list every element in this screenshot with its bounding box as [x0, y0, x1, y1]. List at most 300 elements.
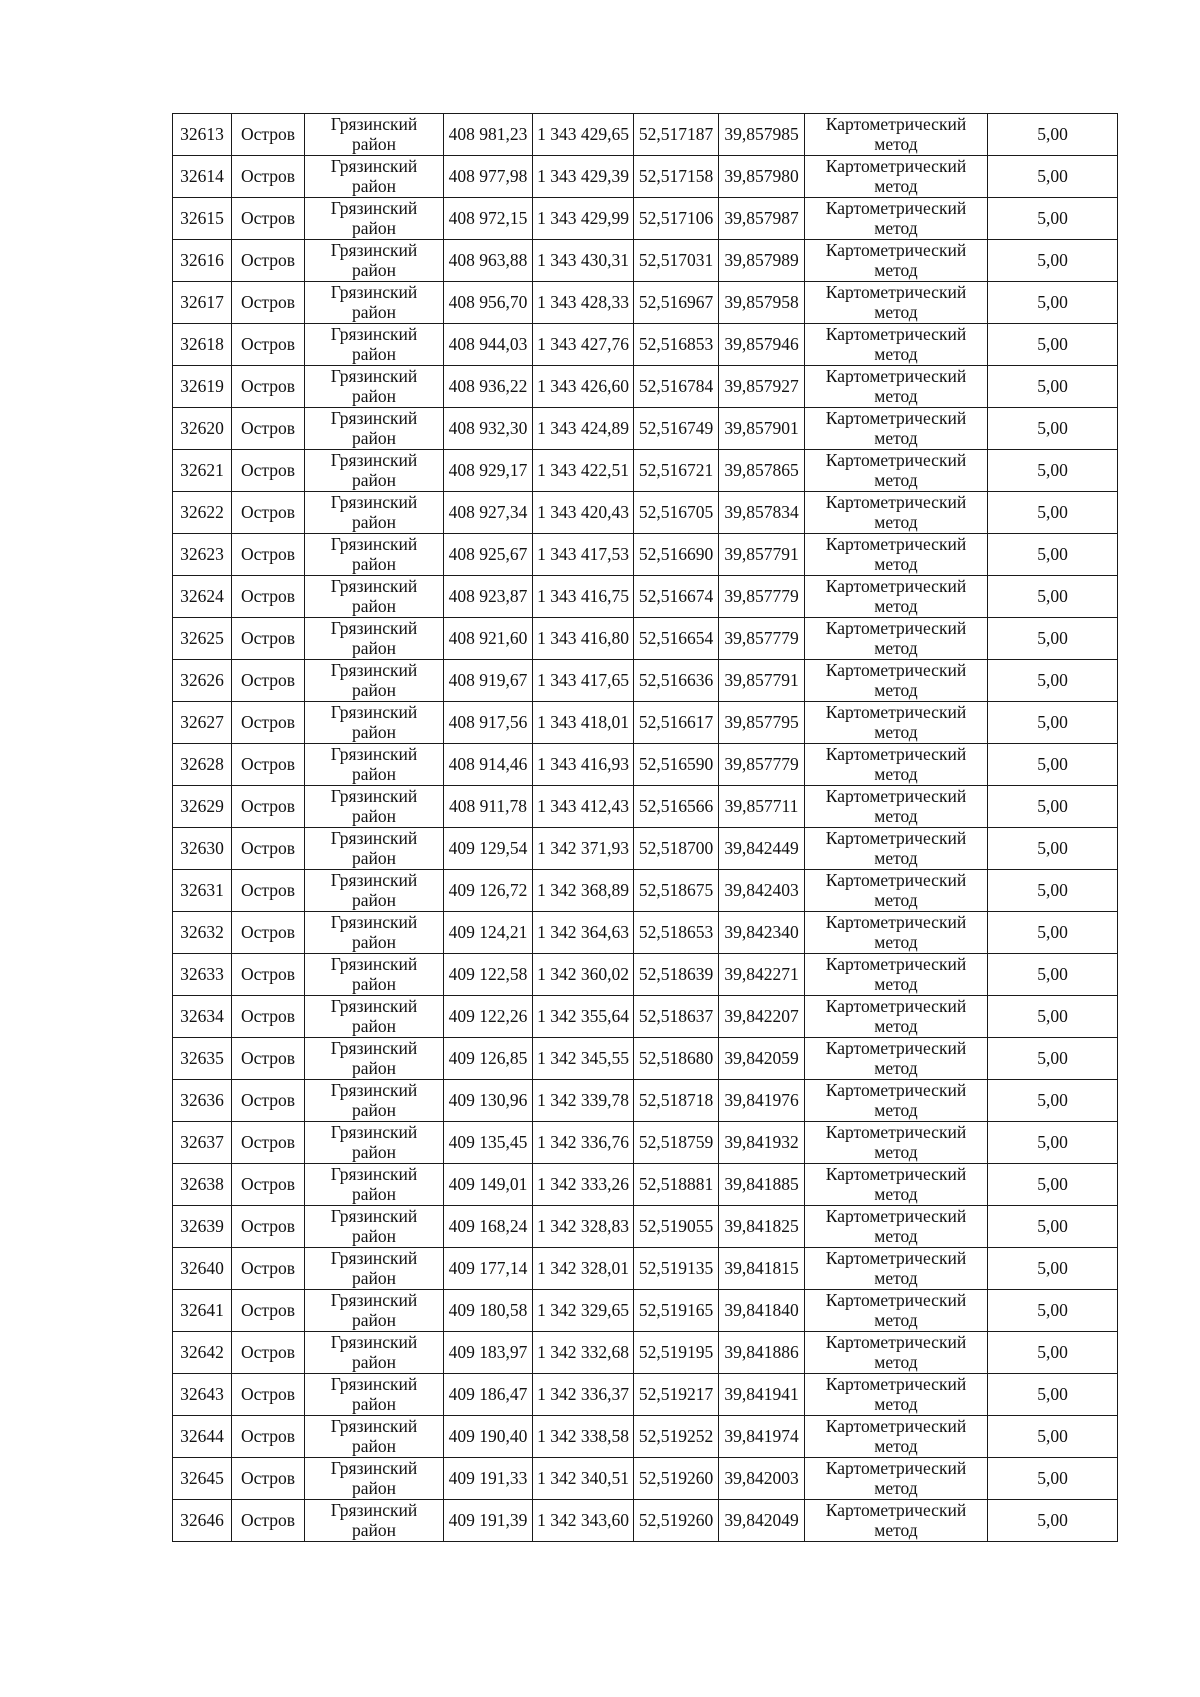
latitude-cell: 52,519135	[634, 1248, 719, 1290]
point-number-cell: 32627	[173, 702, 232, 744]
table-row	[173, 282, 1118, 324]
object-type-cell: Остров	[232, 366, 305, 408]
accuracy-cell: 5,00	[988, 1458, 1118, 1500]
table-row	[173, 954, 1118, 996]
district-cell: Грязинский район	[305, 1038, 444, 1080]
x-coordinate-cell: 409 126,85	[444, 1038, 533, 1080]
point-number-cell: 32633	[173, 954, 232, 996]
longitude-cell: 39,842271	[719, 954, 805, 996]
table-row	[173, 324, 1118, 366]
point-number-cell: 32614	[173, 156, 232, 198]
y-coordinate-cell: 1 342 329,65	[533, 1290, 634, 1332]
district-cell: Грязинский район	[305, 996, 444, 1038]
point-number-cell: 32641	[173, 1290, 232, 1332]
district-cell: Грязинский район	[305, 366, 444, 408]
object-type-cell: Остров	[232, 534, 305, 576]
accuracy-cell: 5,00	[988, 408, 1118, 450]
y-coordinate-cell: 1 342 328,01	[533, 1248, 634, 1290]
x-coordinate-cell: 408 919,67	[444, 660, 533, 702]
accuracy-cell: 5,00	[988, 576, 1118, 618]
y-coordinate-cell: 1 343 428,33	[533, 282, 634, 324]
x-coordinate-cell: 409 191,39	[444, 1500, 533, 1542]
method-cell: Картометрический метод	[805, 1374, 988, 1416]
table-row	[173, 408, 1118, 450]
y-coordinate-cell: 1 342 368,89	[533, 870, 634, 912]
latitude-cell: 52,516853	[634, 324, 719, 366]
latitude-cell: 52,516705	[634, 492, 719, 534]
district-cell: Грязинский район	[305, 576, 444, 618]
table-row	[173, 1038, 1118, 1080]
longitude-cell: 39,857987	[719, 198, 805, 240]
accuracy-cell: 5,00	[988, 1416, 1118, 1458]
latitude-cell: 52,516690	[634, 534, 719, 576]
accuracy-cell: 5,00	[988, 954, 1118, 996]
district-cell: Грязинский район	[305, 912, 444, 954]
table-row	[173, 660, 1118, 702]
object-type-cell: Остров	[232, 198, 305, 240]
method-cell: Картометрический метод	[805, 240, 988, 282]
accuracy-cell: 5,00	[988, 1248, 1118, 1290]
accuracy-cell: 5,00	[988, 660, 1118, 702]
x-coordinate-cell: 409 135,45	[444, 1122, 533, 1164]
accuracy-cell: 5,00	[988, 1080, 1118, 1122]
method-cell: Картометрический метод	[805, 618, 988, 660]
district-cell: Грязинский район	[305, 1332, 444, 1374]
table-row	[173, 912, 1118, 954]
longitude-cell: 39,841885	[719, 1164, 805, 1206]
point-number-cell: 32622	[173, 492, 232, 534]
method-cell: Картометрический метод	[805, 198, 988, 240]
point-number-cell: 32635	[173, 1038, 232, 1080]
method-cell: Картометрический метод	[805, 1458, 988, 1500]
method-cell: Картометрический метод	[805, 534, 988, 576]
district-cell: Грязинский район	[305, 240, 444, 282]
latitude-cell: 52,516967	[634, 282, 719, 324]
longitude-cell: 39,857779	[719, 618, 805, 660]
y-coordinate-cell: 1 343 429,99	[533, 198, 634, 240]
district-cell: Грязинский район	[305, 156, 444, 198]
table-row	[173, 1416, 1118, 1458]
x-coordinate-cell: 409 190,40	[444, 1416, 533, 1458]
latitude-cell: 52,518680	[634, 1038, 719, 1080]
accuracy-cell: 5,00	[988, 1374, 1118, 1416]
x-coordinate-cell: 408 977,98	[444, 156, 533, 198]
table-row	[173, 1248, 1118, 1290]
longitude-cell: 39,841976	[719, 1080, 805, 1122]
object-type-cell: Остров	[232, 1332, 305, 1374]
latitude-cell: 52,516721	[634, 450, 719, 492]
point-number-cell: 32630	[173, 828, 232, 870]
object-type-cell: Остров	[232, 450, 305, 492]
longitude-cell: 39,857901	[719, 408, 805, 450]
longitude-cell: 39,857980	[719, 156, 805, 198]
object-type-cell: Остров	[232, 1290, 305, 1332]
y-coordinate-cell: 1 343 430,31	[533, 240, 634, 282]
method-cell: Картометрический метод	[805, 1038, 988, 1080]
x-coordinate-cell: 409 186,47	[444, 1374, 533, 1416]
y-coordinate-cell: 1 342 364,63	[533, 912, 634, 954]
point-number-cell: 32616	[173, 240, 232, 282]
table-row	[173, 366, 1118, 408]
longitude-cell: 39,857711	[719, 786, 805, 828]
y-coordinate-cell: 1 343 416,75	[533, 576, 634, 618]
x-coordinate-cell: 409 122,26	[444, 996, 533, 1038]
point-number-cell: 32645	[173, 1458, 232, 1500]
object-type-cell: Остров	[232, 324, 305, 366]
accuracy-cell: 5,00	[988, 1290, 1118, 1332]
object-type-cell: Остров	[232, 1416, 305, 1458]
y-coordinate-cell: 1 343 422,51	[533, 450, 634, 492]
accuracy-cell: 5,00	[988, 744, 1118, 786]
table-row	[173, 492, 1118, 534]
x-coordinate-cell: 409 124,21	[444, 912, 533, 954]
district-cell: Грязинский район	[305, 1206, 444, 1248]
x-coordinate-cell: 409 126,72	[444, 870, 533, 912]
longitude-cell: 39,857834	[719, 492, 805, 534]
accuracy-cell: 5,00	[988, 198, 1118, 240]
method-cell: Картометрический метод	[805, 408, 988, 450]
x-coordinate-cell: 408 921,60	[444, 618, 533, 660]
table-row	[173, 744, 1118, 786]
longitude-cell: 39,857946	[719, 324, 805, 366]
y-coordinate-cell: 1 343 412,43	[533, 786, 634, 828]
table-body	[173, 114, 1118, 1542]
point-number-cell: 32621	[173, 450, 232, 492]
point-number-cell: 32615	[173, 198, 232, 240]
x-coordinate-cell: 408 944,03	[444, 324, 533, 366]
accuracy-cell: 5,00	[988, 1206, 1118, 1248]
point-number-cell: 32617	[173, 282, 232, 324]
longitude-cell: 39,841941	[719, 1374, 805, 1416]
accuracy-cell: 5,00	[988, 492, 1118, 534]
x-coordinate-cell: 408 911,78	[444, 786, 533, 828]
accuracy-cell: 5,00	[988, 1164, 1118, 1206]
y-coordinate-cell: 1 342 336,76	[533, 1122, 634, 1164]
latitude-cell: 52,518639	[634, 954, 719, 996]
table-row	[173, 198, 1118, 240]
method-cell: Картометрический метод	[805, 1080, 988, 1122]
y-coordinate-cell: 1 342 333,26	[533, 1164, 634, 1206]
district-cell: Грязинский район	[305, 492, 444, 534]
point-number-cell: 32618	[173, 324, 232, 366]
latitude-cell: 52,519260	[634, 1500, 719, 1542]
point-number-cell: 32644	[173, 1416, 232, 1458]
accuracy-cell: 5,00	[988, 870, 1118, 912]
object-type-cell: Остров	[232, 1374, 305, 1416]
latitude-cell: 52,518700	[634, 828, 719, 870]
object-type-cell: Остров	[232, 618, 305, 660]
longitude-cell: 39,842207	[719, 996, 805, 1038]
y-coordinate-cell: 1 343 424,89	[533, 408, 634, 450]
latitude-cell: 52,516784	[634, 366, 719, 408]
district-cell: Грязинский район	[305, 660, 444, 702]
x-coordinate-cell: 409 130,96	[444, 1080, 533, 1122]
district-cell: Грязинский район	[305, 282, 444, 324]
x-coordinate-cell: 408 932,30	[444, 408, 533, 450]
point-number-cell: 32636	[173, 1080, 232, 1122]
method-cell: Картометрический метод	[805, 324, 988, 366]
x-coordinate-cell: 409 168,24	[444, 1206, 533, 1248]
point-number-cell: 32646	[173, 1500, 232, 1542]
point-number-cell: 32642	[173, 1332, 232, 1374]
object-type-cell: Остров	[232, 1458, 305, 1500]
method-cell: Картометрический метод	[805, 870, 988, 912]
longitude-cell: 39,842340	[719, 912, 805, 954]
y-coordinate-cell: 1 342 332,68	[533, 1332, 634, 1374]
longitude-cell: 39,857779	[719, 576, 805, 618]
accuracy-cell: 5,00	[988, 324, 1118, 366]
point-number-cell: 32629	[173, 786, 232, 828]
latitude-cell: 52,519260	[634, 1458, 719, 1500]
latitude-cell: 52,518759	[634, 1122, 719, 1164]
latitude-cell: 52,516674	[634, 576, 719, 618]
y-coordinate-cell: 1 342 345,55	[533, 1038, 634, 1080]
y-coordinate-cell: 1 342 355,64	[533, 996, 634, 1038]
point-number-cell: 32634	[173, 996, 232, 1038]
x-coordinate-cell: 408 936,22	[444, 366, 533, 408]
x-coordinate-cell: 408 956,70	[444, 282, 533, 324]
longitude-cell: 39,857958	[719, 282, 805, 324]
method-cell: Картометрический метод	[805, 1122, 988, 1164]
accuracy-cell: 5,00	[988, 366, 1118, 408]
x-coordinate-cell: 408 923,87	[444, 576, 533, 618]
y-coordinate-cell: 1 343 426,60	[533, 366, 634, 408]
method-cell: Картометрический метод	[805, 156, 988, 198]
y-coordinate-cell: 1 342 371,93	[533, 828, 634, 870]
coordinates-table	[172, 113, 1118, 1542]
longitude-cell: 39,842059	[719, 1038, 805, 1080]
latitude-cell: 52,518718	[634, 1080, 719, 1122]
longitude-cell: 39,842049	[719, 1500, 805, 1542]
table-row	[173, 1206, 1118, 1248]
method-cell: Картометрический метод	[805, 1164, 988, 1206]
longitude-cell: 39,842403	[719, 870, 805, 912]
object-type-cell: Остров	[232, 408, 305, 450]
latitude-cell: 52,517187	[634, 114, 719, 156]
longitude-cell: 39,842003	[719, 1458, 805, 1500]
accuracy-cell: 5,00	[988, 1122, 1118, 1164]
table-row	[173, 1458, 1118, 1500]
accuracy-cell: 5,00	[988, 618, 1118, 660]
x-coordinate-cell: 408 963,88	[444, 240, 533, 282]
x-coordinate-cell: 409 177,14	[444, 1248, 533, 1290]
point-number-cell: 32620	[173, 408, 232, 450]
longitude-cell: 39,857795	[719, 702, 805, 744]
x-coordinate-cell: 409 180,58	[444, 1290, 533, 1332]
y-coordinate-cell: 1 343 416,80	[533, 618, 634, 660]
y-coordinate-cell: 1 342 343,60	[533, 1500, 634, 1542]
object-type-cell: Остров	[232, 114, 305, 156]
x-coordinate-cell: 409 149,01	[444, 1164, 533, 1206]
longitude-cell: 39,841815	[719, 1248, 805, 1290]
point-number-cell: 32619	[173, 366, 232, 408]
x-coordinate-cell: 408 917,56	[444, 702, 533, 744]
object-type-cell: Остров	[232, 492, 305, 534]
object-type-cell: Остров	[232, 996, 305, 1038]
method-cell: Картометрический метод	[805, 1500, 988, 1542]
object-type-cell: Остров	[232, 954, 305, 996]
table-row	[173, 156, 1118, 198]
table-row	[173, 1122, 1118, 1164]
point-number-cell: 32643	[173, 1374, 232, 1416]
accuracy-cell: 5,00	[988, 912, 1118, 954]
object-type-cell: Остров	[232, 576, 305, 618]
y-coordinate-cell: 1 343 418,01	[533, 702, 634, 744]
object-type-cell: Остров	[232, 828, 305, 870]
table-row	[173, 1080, 1118, 1122]
district-cell: Грязинский район	[305, 1458, 444, 1500]
district-cell: Грязинский район	[305, 1080, 444, 1122]
x-coordinate-cell: 408 925,67	[444, 534, 533, 576]
table-row	[173, 828, 1118, 870]
district-cell: Грязинский район	[305, 1416, 444, 1458]
table-row	[173, 618, 1118, 660]
table-row	[173, 534, 1118, 576]
district-cell: Грязинский район	[305, 534, 444, 576]
method-cell: Картометрический метод	[805, 450, 988, 492]
y-coordinate-cell: 1 343 417,65	[533, 660, 634, 702]
district-cell: Грязинский район	[305, 702, 444, 744]
object-type-cell: Остров	[232, 1206, 305, 1248]
x-coordinate-cell: 408 981,23	[444, 114, 533, 156]
x-coordinate-cell: 409 122,58	[444, 954, 533, 996]
longitude-cell: 39,842449	[719, 828, 805, 870]
y-coordinate-cell: 1 343 429,65	[533, 114, 634, 156]
accuracy-cell: 5,00	[988, 450, 1118, 492]
district-cell: Грязинский район	[305, 870, 444, 912]
longitude-cell: 39,857927	[719, 366, 805, 408]
district-cell: Грязинский район	[305, 954, 444, 996]
method-cell: Картометрический метод	[805, 912, 988, 954]
object-type-cell: Остров	[232, 1164, 305, 1206]
longitude-cell: 39,841932	[719, 1122, 805, 1164]
district-cell: Грязинский район	[305, 1500, 444, 1542]
method-cell: Картометрический метод	[805, 492, 988, 534]
district-cell: Грязинский район	[305, 786, 444, 828]
object-type-cell: Остров	[232, 660, 305, 702]
latitude-cell: 52,517158	[634, 156, 719, 198]
method-cell: Картометрический метод	[805, 366, 988, 408]
object-type-cell: Остров	[232, 1500, 305, 1542]
object-type-cell: Остров	[232, 744, 305, 786]
method-cell: Картометрический метод	[805, 1206, 988, 1248]
latitude-cell: 52,517106	[634, 198, 719, 240]
method-cell: Картометрический метод	[805, 744, 988, 786]
latitude-cell: 52,519252	[634, 1416, 719, 1458]
object-type-cell: Остров	[232, 1038, 305, 1080]
district-cell: Грязинский район	[305, 1374, 444, 1416]
table-row	[173, 114, 1118, 156]
latitude-cell: 52,518637	[634, 996, 719, 1038]
object-type-cell: Остров	[232, 156, 305, 198]
object-type-cell: Остров	[232, 870, 305, 912]
table-row	[173, 240, 1118, 282]
accuracy-cell: 5,00	[988, 1038, 1118, 1080]
y-coordinate-cell: 1 342 340,51	[533, 1458, 634, 1500]
method-cell: Картометрический метод	[805, 660, 988, 702]
method-cell: Картометрический метод	[805, 1248, 988, 1290]
point-number-cell: 32626	[173, 660, 232, 702]
point-number-cell: 32624	[173, 576, 232, 618]
point-number-cell: 32631	[173, 870, 232, 912]
accuracy-cell: 5,00	[988, 786, 1118, 828]
longitude-cell: 39,841825	[719, 1206, 805, 1248]
table-row	[173, 1290, 1118, 1332]
district-cell: Грязинский район	[305, 1290, 444, 1332]
object-type-cell: Остров	[232, 1080, 305, 1122]
longitude-cell: 39,857989	[719, 240, 805, 282]
y-coordinate-cell: 1 343 427,76	[533, 324, 634, 366]
latitude-cell: 52,519195	[634, 1332, 719, 1374]
point-number-cell: 32625	[173, 618, 232, 660]
point-number-cell: 32623	[173, 534, 232, 576]
longitude-cell: 39,841886	[719, 1332, 805, 1374]
method-cell: Картометрический метод	[805, 996, 988, 1038]
x-coordinate-cell: 409 183,97	[444, 1332, 533, 1374]
latitude-cell: 52,516617	[634, 702, 719, 744]
longitude-cell: 39,857865	[719, 450, 805, 492]
y-coordinate-cell: 1 343 420,43	[533, 492, 634, 534]
object-type-cell: Остров	[232, 1248, 305, 1290]
method-cell: Картометрический метод	[805, 954, 988, 996]
district-cell: Грязинский район	[305, 324, 444, 366]
y-coordinate-cell: 1 343 417,53	[533, 534, 634, 576]
table-row	[173, 1374, 1118, 1416]
table-row	[173, 1332, 1118, 1374]
x-coordinate-cell: 408 927,34	[444, 492, 533, 534]
district-cell: Грязинский район	[305, 408, 444, 450]
accuracy-cell: 5,00	[988, 240, 1118, 282]
point-number-cell: 32628	[173, 744, 232, 786]
latitude-cell: 52,519055	[634, 1206, 719, 1248]
longitude-cell: 39,857985	[719, 114, 805, 156]
y-coordinate-cell: 1 342 336,37	[533, 1374, 634, 1416]
method-cell: Картометрический метод	[805, 282, 988, 324]
latitude-cell: 52,519165	[634, 1290, 719, 1332]
table-row	[173, 786, 1118, 828]
accuracy-cell: 5,00	[988, 114, 1118, 156]
table-row	[173, 450, 1118, 492]
method-cell: Картометрический метод	[805, 702, 988, 744]
table-row	[173, 996, 1118, 1038]
table-row	[173, 1500, 1118, 1542]
latitude-cell: 52,516590	[634, 744, 719, 786]
y-coordinate-cell: 1 343 429,39	[533, 156, 634, 198]
latitude-cell: 52,516654	[634, 618, 719, 660]
district-cell: Грязинский район	[305, 114, 444, 156]
method-cell: Картометрический метод	[805, 576, 988, 618]
x-coordinate-cell: 409 129,54	[444, 828, 533, 870]
latitude-cell: 52,518653	[634, 912, 719, 954]
accuracy-cell: 5,00	[988, 156, 1118, 198]
method-cell: Картометрический метод	[805, 828, 988, 870]
latitude-cell: 52,516636	[634, 660, 719, 702]
longitude-cell: 39,841974	[719, 1416, 805, 1458]
longitude-cell: 39,857791	[719, 534, 805, 576]
latitude-cell: 52,518881	[634, 1164, 719, 1206]
method-cell: Картометрический метод	[805, 114, 988, 156]
latitude-cell: 52,518675	[634, 870, 719, 912]
object-type-cell: Остров	[232, 1122, 305, 1164]
latitude-cell: 52,519217	[634, 1374, 719, 1416]
object-type-cell: Остров	[232, 702, 305, 744]
district-cell: Грязинский район	[305, 828, 444, 870]
accuracy-cell: 5,00	[988, 996, 1118, 1038]
longitude-cell: 39,857791	[719, 660, 805, 702]
longitude-cell: 39,857779	[719, 744, 805, 786]
point-number-cell: 32637	[173, 1122, 232, 1164]
district-cell: Грязинский район	[305, 450, 444, 492]
